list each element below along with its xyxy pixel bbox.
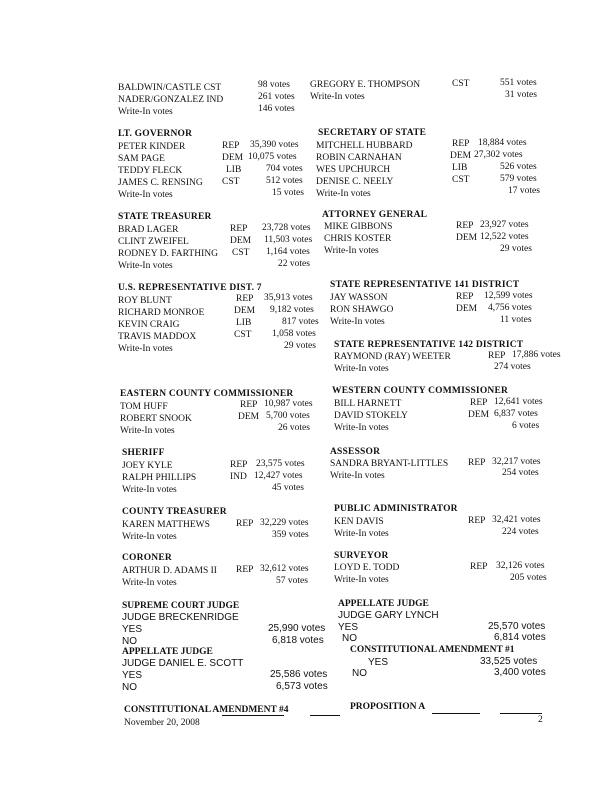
candidate-party: REP — [452, 139, 470, 149]
no-votes: 6,573 votes — [276, 681, 328, 692]
candidate-party: LIB — [452, 163, 468, 173]
writein-votes: 224 votes — [502, 527, 539, 537]
candidate-party: REP — [230, 224, 248, 234]
candidate-votes: 9,182 votes — [270, 305, 314, 315]
page-number: 2 — [538, 715, 543, 725]
writein-votes: 254 votes — [502, 468, 539, 478]
candidate-votes: 11,503 votes — [264, 235, 313, 245]
president-right-party: CST — [452, 79, 470, 89]
candidate-party: REP — [470, 398, 488, 408]
candidate-name: ROY BLUNT — [118, 296, 172, 306]
president-right-writein: Write-In votes — [310, 92, 365, 102]
no-votes: 6,814 votes — [494, 632, 546, 643]
yes-votes: 25,990 votes — [268, 623, 326, 634]
judge-name: JUDGE GARY LYNCH — [338, 610, 439, 621]
candidate-name: ARTHUR D. ADAMS II — [122, 566, 217, 576]
candidate-name: KEVIN CRAIG — [118, 320, 180, 330]
candidate-party: REP — [236, 519, 254, 529]
section-title-sheriff: SHERIFF — [122, 448, 165, 458]
president-votes-1: 98 votes — [258, 80, 290, 90]
section-title-assessor: ASSESSOR — [330, 447, 381, 457]
candidate-name: RON SHAWGO — [330, 305, 394, 315]
candidate-party: DEM — [450, 151, 472, 161]
divider — [222, 715, 284, 716]
candidate-votes: 32,612 votes — [260, 564, 309, 574]
candidate-name: RODNEY D. FARTHING — [118, 249, 218, 259]
candidate-party: REP — [470, 562, 488, 572]
candidate-party: DEM — [230, 236, 252, 246]
writein-label: Write-In votes — [316, 189, 371, 199]
candidate-name: RICHARD MONROE — [118, 308, 205, 318]
candidate-name: JOEY KYLE — [122, 461, 173, 471]
yes-votes: 25,570 votes — [488, 621, 546, 632]
candidate-votes: 32,217 votes — [492, 457, 541, 467]
writein-label: Write-In votes — [330, 471, 385, 481]
yes-label: YES — [368, 657, 389, 668]
writein-label: Write-In votes — [334, 529, 389, 539]
candidate-votes: 23,575 votes — [256, 459, 305, 469]
writein-votes: 205 votes — [510, 573, 547, 583]
section-title-lt-governor: LT. GOVERNOR — [118, 129, 193, 139]
candidate-party: CST — [234, 330, 252, 340]
section-title-us-representative: U.S. REPRESENTATIVE DIST. 7 — [118, 283, 262, 293]
candidate-party: DEM — [238, 412, 260, 422]
writein-votes: 29 votes — [500, 244, 532, 254]
candidate-party: REP — [456, 221, 474, 231]
candidate-votes: 32,229 votes — [260, 518, 309, 528]
divider — [310, 715, 340, 716]
candidate-party: REP — [236, 565, 254, 575]
yes-label: YES — [122, 624, 143, 635]
section-title-eastern-commissioner: EASTERN COUNTY COMMISSIONER — [120, 389, 294, 399]
no-votes: 3,400 votes — [494, 667, 546, 678]
writein-label: Write-In votes — [324, 246, 379, 256]
candidate-votes: 27,302 votes — [474, 150, 523, 160]
candidate-name: TRAVIS MADDOX — [118, 332, 197, 342]
candidate-party: REP — [468, 516, 486, 526]
candidate-votes: 512 votes — [266, 176, 303, 186]
writein-votes: 6 votes — [512, 421, 540, 431]
candidate-name: CLINT ZWEIFEL — [118, 237, 189, 247]
no-label: NO — [122, 682, 137, 693]
candidate-votes: 32,421 votes — [492, 515, 541, 525]
candidate-name: SAM PAGE — [118, 154, 165, 164]
president-right-writein-votes: 31 votes — [505, 90, 537, 100]
no-votes: 6,818 votes — [272, 635, 324, 646]
candidate-votes: 1,164 votes — [266, 247, 310, 257]
candidate-party: REP — [222, 141, 240, 151]
president-votes-2: 261 votes — [258, 92, 295, 102]
candidate-party: REP — [230, 460, 248, 470]
candidate-votes: 10,075 votes — [248, 152, 297, 162]
section-title-appellate-judge: APPELLATE JUDGE — [122, 647, 213, 657]
president-line-3: Write-In votes — [118, 107, 173, 117]
president-line-2: NADER/GONZALEZ IND — [118, 95, 224, 105]
candidate-party: DEM — [234, 306, 256, 316]
section-title-county-treasurer: COUNTY TREASURER — [122, 507, 227, 517]
judge-name: JUDGE BRECKENRIDGE — [122, 612, 239, 623]
section-title-state-rep-141: STATE REPRESENTATIVE 141 DISTRICT — [330, 280, 520, 290]
candidate-votes: 579 votes — [500, 174, 537, 184]
candidate-name: KAREN MATTHEWS — [122, 520, 210, 530]
yes-label: YES — [338, 622, 359, 633]
candidate-votes: 12,522 votes — [480, 232, 529, 242]
candidate-name: TEDDY FLECK — [118, 166, 183, 176]
writein-label: Write-In votes — [122, 485, 177, 495]
candidate-name: WES UPCHURCH — [316, 165, 391, 175]
writein-label: Write-In votes — [120, 426, 175, 436]
candidate-votes: 817 votes — [282, 317, 319, 327]
writein-votes: 274 votes — [494, 362, 531, 372]
writein-label: Write-In votes — [330, 317, 385, 327]
candidate-party: IND — [230, 472, 247, 482]
candidate-party: REP — [240, 400, 258, 410]
candidate-party: CST — [222, 177, 240, 187]
candidate-name: RAYMOND (RAY) WEETER — [334, 352, 451, 362]
candidate-name: ROBIN CARNAHAN — [316, 153, 402, 163]
writein-votes: 11 votes — [500, 315, 532, 325]
writein-votes: 45 votes — [272, 483, 304, 493]
candidate-votes: 12,427 votes — [254, 471, 303, 481]
candidate-name: MITCHELL HUBBARD — [316, 141, 413, 151]
candidate-party: DEM — [468, 410, 490, 420]
candidate-votes: 32,126 votes — [496, 561, 545, 571]
candidate-party: REP — [236, 294, 254, 304]
candidate-name: ROBERT SNOOK — [120, 414, 192, 424]
candidate-votes: 35,913 votes — [264, 293, 313, 303]
section-title-appellate-judge: APPELLATE JUDGE — [338, 599, 429, 609]
section-title-western-commissioner: WESTERN COUNTY COMMISSIONER — [332, 386, 509, 396]
writein-votes: 17 votes — [508, 186, 540, 196]
candidate-votes: 35,390 votes — [250, 140, 299, 150]
writein-votes: 359 votes — [272, 530, 309, 540]
candidate-votes: 10,987 votes — [264, 399, 313, 409]
candidate-party: DEM — [456, 304, 478, 314]
candidate-votes: 12,641 votes — [494, 397, 543, 407]
candidate-party: LIB — [236, 318, 252, 328]
yes-votes: 25,586 votes — [270, 669, 328, 680]
yes-label: YES — [122, 670, 143, 681]
candidate-name: TOM HUFF — [120, 402, 168, 412]
candidate-name: PETER KINDER — [118, 142, 186, 152]
candidate-party: CST — [232, 248, 250, 258]
yes-votes: 33,525 votes — [480, 656, 538, 667]
candidate-party: DEM — [222, 153, 244, 163]
candidate-name: MIKE GIBBONS — [324, 222, 393, 232]
section-title-coroner: CORONER — [122, 553, 172, 563]
proposition-a-title: PROPOSITION A — [350, 702, 426, 712]
candidate-votes: 18,884 votes — [478, 138, 527, 148]
section-title-attorney-general: ATTORNEY GENERAL — [322, 210, 428, 220]
candidate-party: REP — [456, 292, 474, 302]
candidate-votes: 23,728 votes — [262, 223, 311, 233]
judge-name: JUDGE DANIEL E. SCOTT — [122, 658, 244, 669]
candidate-name: BRAD LAGER — [118, 225, 179, 235]
footer-date: November 20, 2008 — [124, 718, 200, 728]
writein-votes: 15 votes — [272, 188, 304, 198]
president-votes-3: 146 votes — [258, 104, 295, 114]
candidate-votes: 4,756 votes — [488, 303, 532, 313]
writein-label: Write-In votes — [118, 190, 173, 200]
candidate-votes: 12,599 votes — [484, 291, 533, 301]
candidate-votes: 6,837 votes — [494, 409, 538, 419]
candidate-name: BILL HARNETT — [334, 399, 402, 409]
candidate-name: JAMES C. RENSING — [118, 178, 203, 188]
president-right-name: GREGORY E. THOMPSON — [310, 80, 421, 90]
writein-votes: 29 votes — [284, 341, 316, 351]
section-title-state-rep-142: STATE REPRESENTATIVE 142 DISTRICT — [334, 340, 524, 350]
writein-label: Write-In votes — [334, 423, 389, 433]
president-line-1: BALDWIN/CASTLE CST — [118, 83, 222, 93]
president-right-votes: 551 votes — [500, 78, 537, 88]
section-title-state-treasurer: STATE TREASURER — [118, 212, 212, 222]
no-label: NO — [122, 636, 137, 647]
candidate-party: LIB — [226, 165, 242, 175]
candidate-name: SANDRA BRYANT-LITTLES — [330, 459, 449, 469]
amendment-4-title: CONSTITUTIONAL AMENDMENT #4 — [124, 705, 289, 715]
writein-label: Write-In votes — [334, 575, 389, 585]
candidate-votes: 5,700 votes — [266, 411, 310, 421]
candidate-name: JAY WASSON — [330, 293, 388, 303]
candidate-party: REP — [488, 351, 506, 361]
candidate-name: LOYD E. TODD — [334, 563, 400, 573]
candidate-party: CST — [452, 175, 470, 185]
candidate-votes: 526 votes — [500, 162, 537, 172]
divider — [500, 713, 542, 714]
candidate-votes: 1,058 votes — [272, 329, 316, 339]
candidate-party: REP — [468, 458, 486, 468]
writein-label: Write-In votes — [122, 532, 177, 542]
candidate-name: DAVID STOKELY — [334, 411, 408, 421]
writein-votes: 22 votes — [278, 259, 310, 269]
candidate-votes: 704 votes — [266, 164, 303, 174]
candidate-name: KEN DAVIS — [334, 517, 384, 527]
candidate-party: DEM — [456, 233, 478, 243]
writein-votes: 26 votes — [278, 423, 310, 433]
writein-label: Write-In votes — [118, 261, 173, 271]
section-title-public-administrator: PUBLIC ADMINISTRATOR — [334, 504, 458, 514]
writein-label: Write-In votes — [334, 364, 389, 374]
section-title-amendment-1: CONSTITUTIONAL AMENDMENT #1 — [350, 645, 515, 655]
candidate-name: DENISE C. NEELY — [316, 177, 394, 187]
candidate-name: RALPH PHILLIPS — [122, 473, 197, 483]
candidate-votes: 23,927 votes — [480, 220, 529, 230]
section-title-secretary-of-state: SECRETARY OF STATE — [318, 128, 427, 138]
writein-label: Write-In votes — [118, 344, 173, 354]
no-label: NO — [342, 633, 357, 644]
no-label: NO — [352, 668, 367, 679]
divider — [432, 713, 480, 714]
section-title-surveyor: SURVEYOR — [334, 551, 389, 561]
writein-votes: 57 votes — [276, 576, 308, 586]
writein-label: Write-In votes — [122, 578, 177, 588]
candidate-name: CHRIS KOSTER — [324, 234, 392, 244]
section-title-supreme-court: SUPREME COURT JUDGE — [122, 601, 240, 611]
candidate-votes: 17,886 votes — [512, 350, 561, 360]
